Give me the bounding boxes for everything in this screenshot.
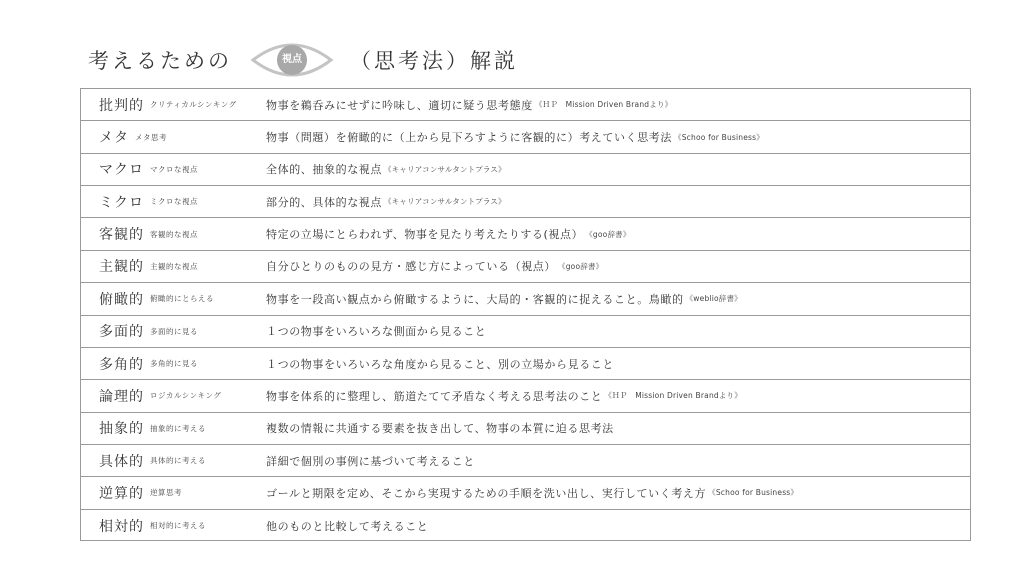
table-row <box>81 251 970 283</box>
description-cell <box>266 445 477 476</box>
source-citation: 《キャリアコンサルタントプラス》 <box>384 164 506 174</box>
table-row <box>81 154 970 186</box>
description-text: 複数の情報に共通する要素を抜き出して、物事の本質に迫る思考法 <box>266 422 614 436</box>
term-label: 主観的 <box>99 259 144 276</box>
term-sublabel: 客観的な視点 <box>150 229 198 239</box>
title-prefix: 考えるための <box>88 49 232 73</box>
eye-label: 視点 <box>282 54 302 65</box>
term-sublabel: 主観的な視点 <box>150 261 198 271</box>
description-cell <box>266 510 430 542</box>
table-row <box>81 445 970 477</box>
term-label: 具体的 <box>99 453 144 470</box>
table-row <box>81 510 970 542</box>
description-cell <box>266 218 631 249</box>
term-label: 多面的 <box>99 324 144 341</box>
title-suffix: （思考法）解説 <box>350 49 518 73</box>
description-cell <box>266 89 672 120</box>
term-cell <box>99 316 198 347</box>
description-text: 物事を一段高い観点から俯瞰するように、大局的・客観的に捉えること。鳥瞰的 <box>266 292 684 306</box>
term-sublabel: 相対的に考える <box>150 521 206 531</box>
source-citation: 《goo辞書》 <box>585 229 631 239</box>
description-text: 物事を鵜呑みにせずに吟味し、適切に疑う思考態度 <box>266 98 533 112</box>
term-label: 客観的 <box>99 227 144 244</box>
table-row <box>81 477 970 509</box>
table-row <box>81 186 970 218</box>
term-label: 相対的 <box>99 518 144 535</box>
description-cell <box>266 316 488 347</box>
description-text: １つの物事をいろいろな角度から見ること、別の立場から見ること <box>266 357 614 371</box>
term-cell <box>99 445 206 476</box>
term-cell <box>99 348 198 379</box>
table-row <box>81 121 970 153</box>
source-citation: 《キャリアコンサルタントプラス》 <box>384 197 506 207</box>
term-label: 逆算的 <box>99 485 144 502</box>
description-cell <box>266 251 603 282</box>
term-sublabel: 具体的に考える <box>150 456 206 466</box>
table-row <box>81 413 970 445</box>
description-text: １つの物事をいろいろな側面から見ること <box>266 325 487 339</box>
term-cell <box>99 413 206 444</box>
term-sublabel: 多角的に見る <box>150 359 198 369</box>
description-text: 物事を体系的に整理し、筋道たてて矛盾なく考える思考法のこと <box>266 389 603 403</box>
term-sublabel: ミクロな視点 <box>150 197 198 207</box>
term-cell <box>99 251 198 282</box>
table-row <box>81 283 970 315</box>
term-cell <box>99 121 167 152</box>
source-citation: 《ＨＰ Mission Driven Brandより》 <box>534 100 673 110</box>
term-sublabel: メタ思考 <box>135 132 167 142</box>
term-sublabel: 俯瞰的にとらえる <box>150 294 214 304</box>
term-sublabel: 抽象的に考える <box>150 423 206 433</box>
description-cell <box>266 121 764 152</box>
description-cell <box>266 283 742 314</box>
term-sublabel: マクロな視点 <box>150 164 198 174</box>
description-text: 自分ひとりのものの見方・感じ方によっている（視点） <box>266 260 556 274</box>
source-citation: 《weblio辞書》 <box>685 294 742 304</box>
term-label: 多角的 <box>99 356 144 373</box>
term-label: 批判的 <box>99 97 144 114</box>
term-cell <box>99 477 182 508</box>
term-cell <box>99 380 221 411</box>
description-cell <box>266 380 742 411</box>
description-text: ゴールと期限を定め、そこから実現するための手順を洗い出し、実行していく考え方 <box>266 486 707 500</box>
table-row <box>81 316 970 348</box>
term-label: マクロ <box>99 162 144 179</box>
description-cell <box>266 413 616 444</box>
description-text: 部分的、具体的な視点 <box>266 195 382 209</box>
term-label: ミクロ <box>99 194 144 211</box>
table-row <box>81 348 970 380</box>
table-row <box>81 218 970 250</box>
term-cell <box>99 186 198 217</box>
eye-icon <box>250 38 334 82</box>
term-cell <box>99 218 198 249</box>
description-cell <box>266 348 616 379</box>
description-text: 物事（問題）を俯瞰的に（上から見下ろすように客観的に）考えていく思考法 <box>266 131 672 145</box>
table-row <box>81 380 970 412</box>
term-label: 論理的 <box>99 388 144 405</box>
term-sublabel: 逆算思考 <box>150 488 182 498</box>
term-label: 俯瞰的 <box>99 291 144 308</box>
term-sublabel: 多面的に見る <box>150 326 198 336</box>
term-label: メタ <box>99 130 129 147</box>
description-text: 特定の立場にとらわれず、物事を見たり考えたりする(視点） <box>266 228 584 242</box>
description-text: 他のものと比較して考えること <box>266 519 429 533</box>
terms-table <box>80 88 971 541</box>
table-row <box>81 89 970 121</box>
term-sublabel: クリティカルシンキング <box>150 100 237 110</box>
description-cell <box>266 186 506 217</box>
description-text: 全体的、抽象的な視点 <box>266 163 382 177</box>
description-cell <box>266 477 798 508</box>
term-cell <box>99 154 198 185</box>
term-cell <box>99 89 237 120</box>
page-title <box>88 38 518 82</box>
term-label: 抽象的 <box>99 421 144 438</box>
description-cell <box>266 154 506 185</box>
description-text: 詳細で個別の事例に基づいて考えること <box>266 454 475 468</box>
term-sublabel: ロジカルシンキング <box>150 391 222 401</box>
source-citation: 《goo辞書》 <box>558 261 604 271</box>
source-citation: 《Schoo for Business》 <box>708 488 799 498</box>
term-cell <box>99 283 214 314</box>
source-citation: 《ＨＰ Mission Driven Brandより》 <box>604 391 742 401</box>
term-cell <box>99 510 206 542</box>
source-citation: 《Schoo for Business》 <box>674 132 764 142</box>
